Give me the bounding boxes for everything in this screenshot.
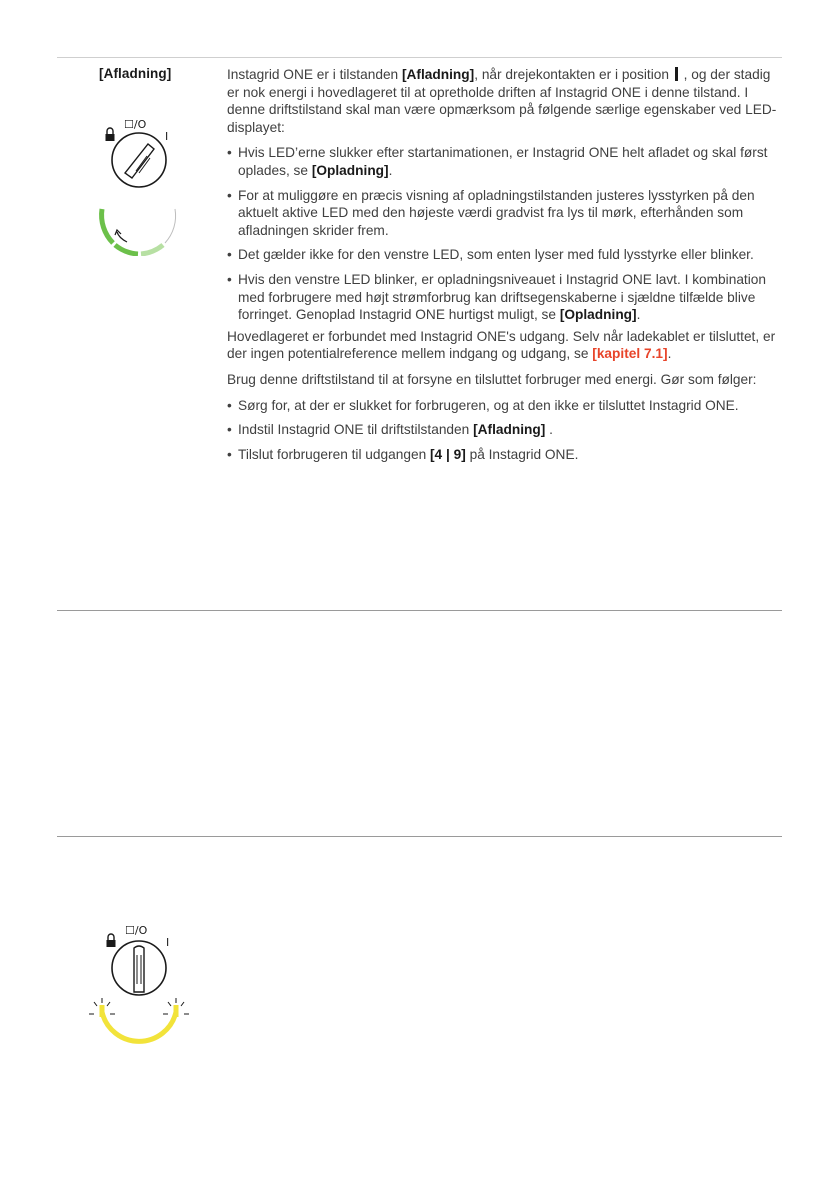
list-item: • Sørg for, at der er slukket for forbrugeren, og at den ikke er tilsluttet Instagrid ONE. xyxy=(227,397,783,415)
lock-icon xyxy=(106,128,115,141)
on-position-mark: I xyxy=(165,130,169,143)
led-arc xyxy=(102,209,176,254)
discharge-knob-figure xyxy=(95,116,185,256)
led-notes-list xyxy=(227,144,783,323)
section-divider xyxy=(57,610,782,611)
lock-icon xyxy=(107,934,116,947)
on-position-mark: I xyxy=(166,936,170,949)
section-divider xyxy=(57,836,782,837)
list-item: • Indstil Instagrid ONE til driftstilstanden [Afladning] . xyxy=(227,421,783,439)
storage-paragraph: Hovedlageret er forbundet med Instagrid ONE's udgang. Selv når ladekablet er tilsluttet, er der ingen potentialreference mellem indgang og udgang, se [kapitel 7.1]. xyxy=(227,328,776,362)
list-item: • For at muliggøre en præcis visning af opladningstilstanden justeres lysstyrken på den aktuelt aktive LED med den højeste værdi gradvist fra lys til mørk, efterhånden som afladningen skrider frem. xyxy=(227,187,783,240)
top-divider xyxy=(57,57,782,58)
main-text xyxy=(227,66,783,471)
standby-knob-figure xyxy=(84,922,194,1062)
arrow-icon xyxy=(117,232,127,242)
list-item: • Hvis LED’erne slukker efter startanimationen, er Instagrid ONE helt afladet og skal først oplades, se [Opladning]. xyxy=(227,144,783,179)
position-i-icon xyxy=(675,67,678,81)
intro-paragraph: Instagrid ONE er i tilstanden [Afladning], når drejekontakten er i position , og der stadig er nok energi i hovedlageret til at opretholde driften af Instagrid ONE i denne tilstand. I denne driftstilstand skal man være opmærksom på følgende særlige egenskaber ved LED-displayet: xyxy=(227,67,777,135)
list-item: • Hvis den venstre LED blinker, er opladningsniveauet i Instagrid ONE lavt. I kombination med forbrugere med højt strømforbrug kan driftsegenskaberne i sjældne tilfælde blive forringet. Genoplad Instagrid ONE hurtigst muligt, se [Opladning]. xyxy=(227,271,783,324)
mode-label-icon: ☐/O xyxy=(125,924,148,937)
chapter-link[interactable]: [kapitel 7.1] xyxy=(592,346,668,362)
list-item: • Tilslut forbrugeren til udgangen [4 | 9] på Instagrid ONE. xyxy=(227,446,783,464)
steps-list xyxy=(227,397,783,464)
list-item: • Det gælder ikke for den venstre LED, som enten lyser med fuld lysstyrke eller blinker. xyxy=(227,246,783,264)
rotary-knob xyxy=(112,941,166,995)
mode-label-icon: ☐/O xyxy=(124,118,147,131)
rotary-knob xyxy=(112,133,166,187)
usage-paragraph: Brug denne driftstilstand til at forsyne en tilsluttet forbruger med energi. Gør som følger: xyxy=(227,371,757,387)
section-label: [Afladning] xyxy=(99,66,172,81)
led-arc xyxy=(102,1005,176,1041)
